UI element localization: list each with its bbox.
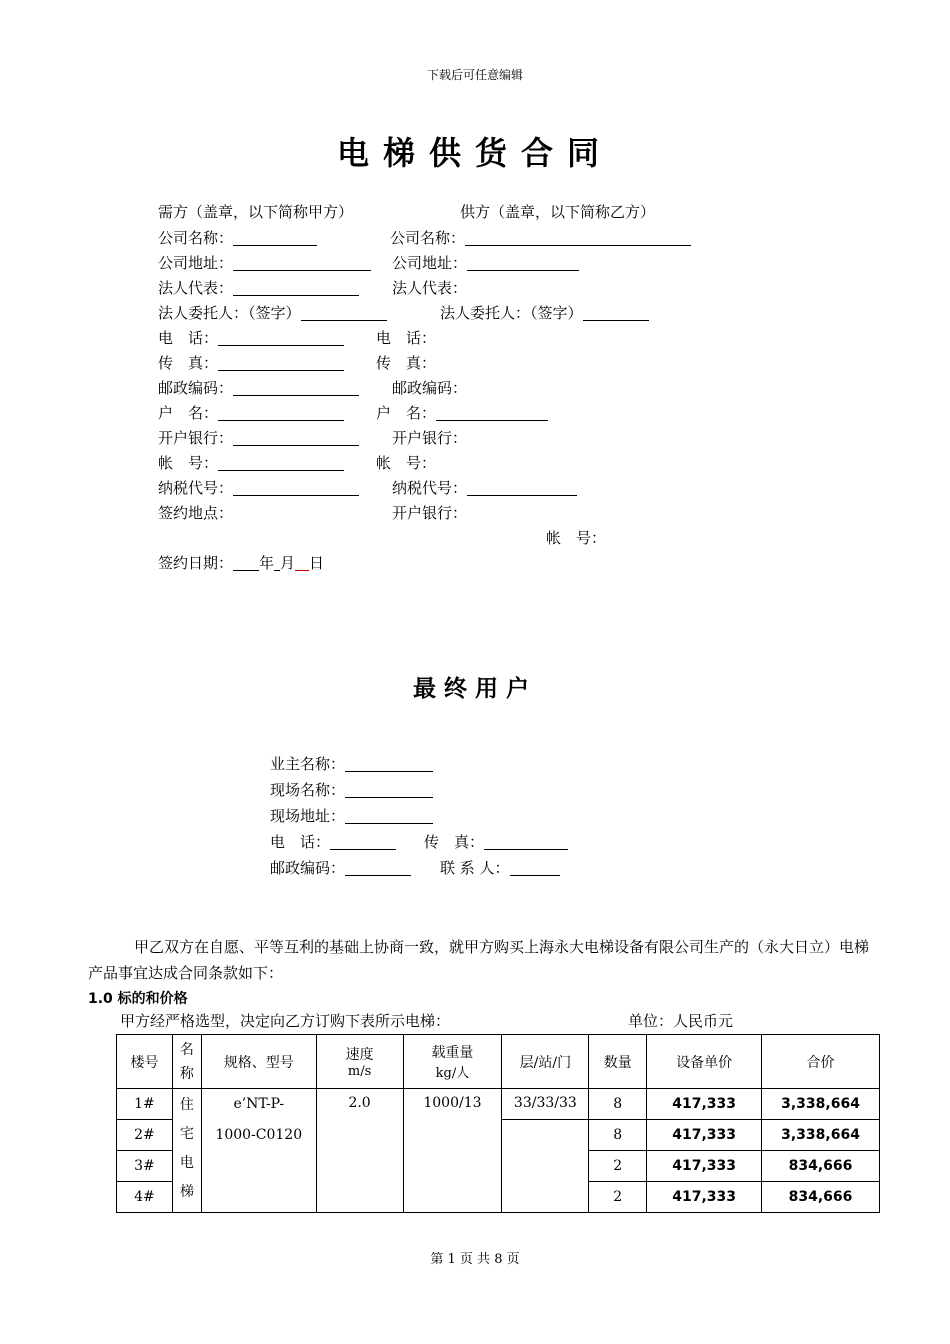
blank-line <box>218 329 344 346</box>
cell-unit-price: 417,333 <box>647 1120 762 1151</box>
buyer-bank <box>158 428 359 448</box>
blank-line <box>233 254 371 271</box>
name-char: 梯 <box>179 1184 194 1200</box>
seller-legal-rep: 法人代表： <box>392 279 468 297</box>
name-char: 电 <box>179 1155 194 1171</box>
blank-line <box>301 304 387 321</box>
field-label: 签约日期： <box>158 554 234 572</box>
cell-total: 3,338,664 <box>762 1120 880 1151</box>
header-name: 名称 <box>172 1035 201 1089</box>
table-header-row <box>117 1035 880 1089</box>
field-label: 户 名： <box>158 404 219 422</box>
cell-floors: 33/33/33 <box>502 1089 589 1120</box>
section-description: 甲方经严格选型，决定向乙方订购下表所示电梯： <box>120 1012 451 1030</box>
blank-line <box>467 479 577 496</box>
seller-company-addr <box>392 253 579 273</box>
field-label: 开户银行： <box>158 429 234 447</box>
field-label: 纳税代号： <box>158 479 234 497</box>
page-header-note: 下载后可任意编辑 <box>426 68 523 82</box>
header-unit-price: 设备单价 <box>647 1035 762 1089</box>
buyer-account-no <box>158 453 344 473</box>
seller-account-no: 帐 号： <box>376 454 437 472</box>
day-label: 日 <box>309 554 325 572</box>
blank-line <box>484 833 568 850</box>
header-total: 合价 <box>762 1035 880 1089</box>
blank-line <box>330 833 396 850</box>
field-label: 户 名： <box>376 404 437 422</box>
seller-agent <box>440 303 649 323</box>
blank-line <box>233 479 359 496</box>
field-label: 法人委托人：（签字） <box>158 304 301 322</box>
cell-load: 1000/13 <box>403 1089 502 1213</box>
blank-line <box>345 781 433 798</box>
buyer-tax-no <box>158 478 359 498</box>
header-speed <box>316 1035 403 1089</box>
seller-account-name <box>376 403 548 423</box>
cell-name <box>172 1089 201 1213</box>
cell-floors-empty <box>502 1120 589 1213</box>
blank-line <box>465 229 691 246</box>
cell-model <box>201 1089 316 1213</box>
buyer-title: 需方（盖章，以下简称甲方） <box>158 203 354 221</box>
cell-building: 3# <box>117 1151 173 1182</box>
intro-paragraph: 甲乙双方在自愿、平等互利的基础上协商一致，就甲方购买上海永大电梯设备有限公司生产的（永大日立）电梯产品事宜达成合同条款如下： <box>88 938 870 982</box>
end-user-fax <box>424 832 568 852</box>
blank-line <box>233 229 317 246</box>
header-building: 楼号 <box>117 1035 173 1089</box>
blank-line <box>233 429 359 446</box>
field-label: 帐 号： <box>158 454 219 472</box>
month-label: 月 <box>280 554 296 572</box>
end-user-title: 最终用户 <box>413 675 537 702</box>
buyer-company-name <box>158 228 317 248</box>
seller-account-no-2: 帐 号： <box>546 529 607 547</box>
owner-name <box>270 754 433 774</box>
blank-line <box>345 859 411 876</box>
cell-total: 834,666 <box>762 1151 880 1182</box>
cell-speed: 2.0 <box>316 1089 403 1213</box>
site-address <box>270 806 433 826</box>
seller-postcode: 邮政编码： <box>392 379 468 397</box>
field-label: 公司名称： <box>158 229 234 247</box>
year-label: 年 <box>259 554 275 572</box>
blank-line <box>233 279 359 296</box>
cell-building: 4# <box>117 1182 173 1213</box>
blank-line <box>233 554 259 571</box>
sign-place: 签约地点： <box>158 504 234 522</box>
field-label: 传 真： <box>424 833 485 851</box>
header-speed-unit: m/s <box>347 1064 372 1079</box>
cell-unit-price: 417,333 <box>647 1089 762 1120</box>
field-label: 现场地址： <box>270 807 346 825</box>
blank-line <box>467 254 579 271</box>
end-user-postcode <box>270 858 411 878</box>
cell-unit-price: 417,333 <box>647 1182 762 1213</box>
header-load <box>403 1035 502 1089</box>
section-heading: 1.0 标的和价格 <box>88 991 188 1007</box>
cell-qty: 2 <box>589 1151 647 1182</box>
blank-line <box>345 807 433 824</box>
field-label: 电 话： <box>270 833 331 851</box>
blank-line <box>218 454 344 471</box>
blank-line <box>233 379 359 396</box>
cell-unit-price: 417,333 <box>647 1151 762 1182</box>
currency-unit: 单位：人民币元 <box>628 1012 734 1030</box>
field-label: 邮政编码： <box>270 859 346 877</box>
blank-line <box>510 859 560 876</box>
header-load-unit: kg/人 <box>435 1066 470 1081</box>
buyer-phone <box>158 328 344 348</box>
end-user-phone <box>270 832 396 852</box>
buyer-legal-rep <box>158 278 359 298</box>
blank-line <box>218 404 344 421</box>
field-label: 联 系 人： <box>440 859 510 877</box>
cell-total: 834,666 <box>762 1182 880 1213</box>
header-qty: 数量 <box>589 1035 647 1089</box>
header-floors: 层/站/门 <box>502 1035 589 1089</box>
sign-date <box>158 553 324 573</box>
seller-bank-2: 开户银行： <box>392 504 468 522</box>
blank-line <box>436 404 548 421</box>
seller-company-name <box>390 228 691 248</box>
cell-total: 3,338,664 <box>762 1089 880 1120</box>
header-model: 规格、型号 <box>201 1035 316 1089</box>
seller-bank: 开户银行： <box>392 429 468 447</box>
site-name <box>270 780 433 800</box>
model-line-1: e’NT-P- <box>233 1096 285 1112</box>
field-label: 邮政编码： <box>158 379 234 397</box>
blank-line <box>345 755 433 772</box>
table-row <box>117 1089 880 1120</box>
cell-building: 2# <box>117 1120 173 1151</box>
field-label: 公司地址： <box>392 254 468 272</box>
buyer-company-addr <box>158 253 371 273</box>
header-speed-label: 速度 <box>345 1047 374 1063</box>
cell-building: 1# <box>117 1089 173 1120</box>
page-footer: 第 1 页 共 8 页 <box>430 1252 520 1267</box>
buyer-agent <box>158 303 387 323</box>
seller-tax-no <box>392 478 577 498</box>
header-load-label: 载重量 <box>431 1045 474 1061</box>
name-char: 住 <box>179 1097 194 1113</box>
cell-qty: 2 <box>589 1182 647 1213</box>
document-title: 电梯供货合同 <box>336 134 613 172</box>
cell-qty: 8 <box>589 1089 647 1120</box>
buyer-postcode <box>158 378 359 398</box>
seller-phone: 电 话： <box>376 329 437 347</box>
field-label: 公司地址： <box>158 254 234 272</box>
buyer-fax <box>158 353 344 373</box>
field-label: 传 真： <box>158 354 219 372</box>
cell-qty: 8 <box>589 1120 647 1151</box>
field-label: 现场名称： <box>270 781 346 799</box>
blank-line <box>218 354 344 371</box>
field-label: 纳税代号： <box>392 479 468 497</box>
blank-line <box>295 554 309 571</box>
field-label: 电 话： <box>158 329 219 347</box>
field-label: 法人代表： <box>158 279 234 297</box>
model-line-2: 1000-C0120 <box>215 1127 303 1143</box>
field-label: 业主名称： <box>270 755 346 773</box>
name-char: 宅 <box>179 1126 194 1142</box>
field-label: 公司名称： <box>390 229 466 247</box>
field-label: 法人委托人：（签字） <box>440 304 583 322</box>
buyer-account-name <box>158 403 344 423</box>
blank-line <box>583 304 649 321</box>
end-user-contact <box>440 858 560 878</box>
elevator-spec-table <box>116 1034 880 1213</box>
seller-title: 供方（盖章，以下简称乙方） <box>460 203 656 221</box>
seller-fax: 传 真： <box>376 354 437 372</box>
